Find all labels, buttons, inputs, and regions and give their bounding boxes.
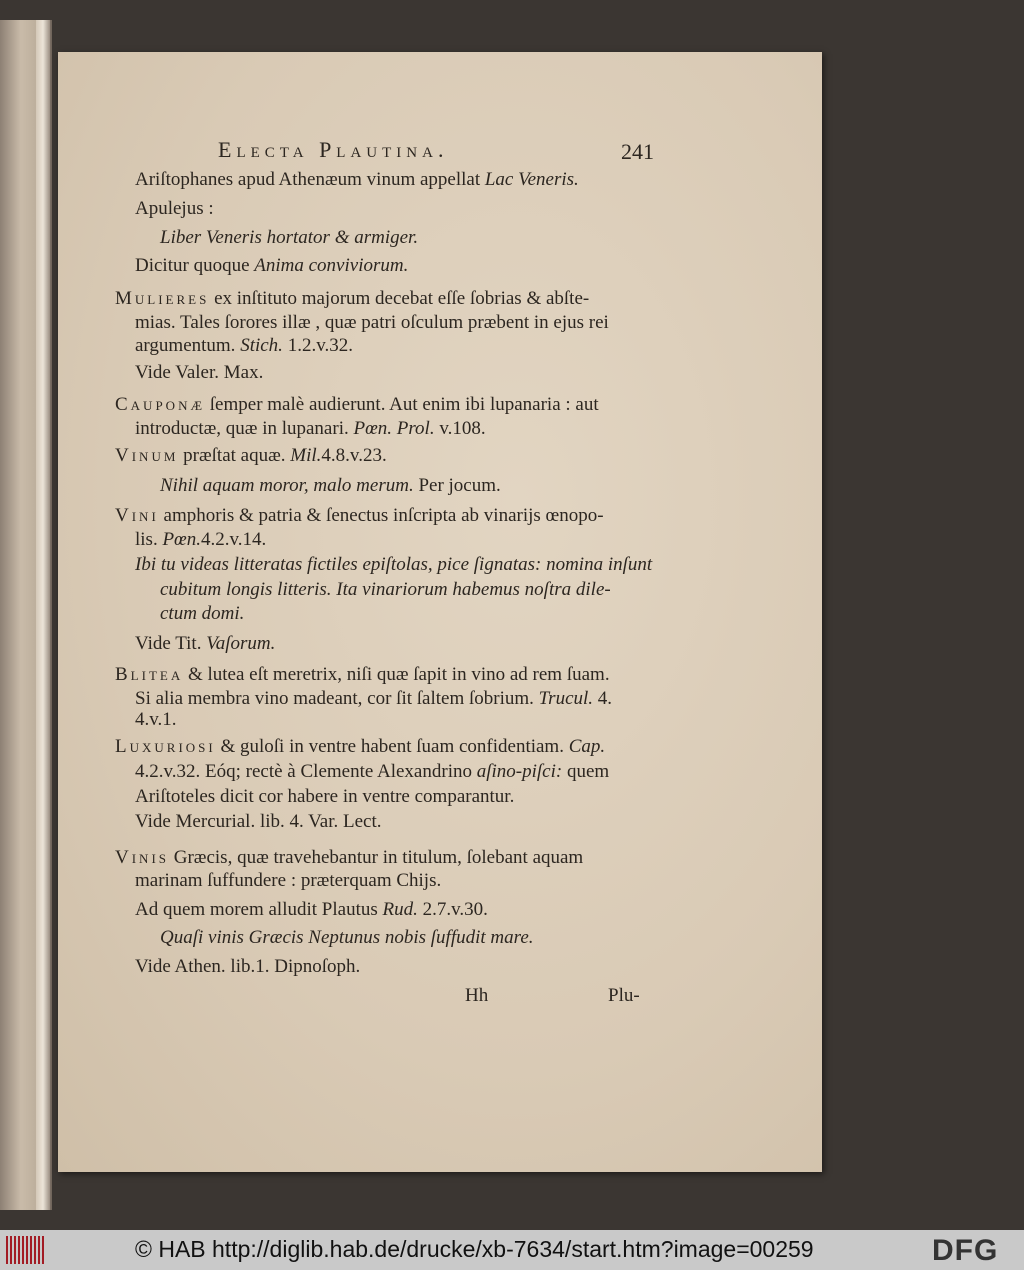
text-segment: Ad quem morem alludit Plautus bbox=[135, 899, 383, 920]
page-number: 241 bbox=[621, 139, 654, 164]
text-line bbox=[160, 602, 244, 626]
text-segment: introductæ, quæ in lupanari. bbox=[135, 418, 354, 439]
italic-text: Nihil aquam moror, malo merum. bbox=[160, 475, 414, 496]
italic-text: Pœn. bbox=[162, 529, 201, 550]
italic-text: Cap. bbox=[568, 736, 606, 757]
text-segment: præſtat aquæ. bbox=[178, 445, 291, 466]
text-segment: Græcis, quæ travehebantur in titulum, ſolebant aquam bbox=[169, 847, 584, 868]
text-segment: 1.2.v.32. bbox=[282, 335, 353, 356]
dfg-logo: DFG bbox=[932, 1234, 999, 1267]
italic-text: Liber Veneris hortator & armiger. bbox=[160, 227, 419, 248]
text-line bbox=[135, 687, 612, 711]
italic-text: aſino-piſci: bbox=[476, 761, 563, 782]
italic-text: Ibi tu videas litteratas fictiles epiſtolas, pice ſignatas: nomina inſunt bbox=[135, 554, 653, 575]
text-segment: v.108. bbox=[434, 418, 486, 439]
book-page bbox=[58, 52, 822, 1172]
text-line bbox=[160, 926, 534, 950]
italic-text: Stich. bbox=[240, 335, 283, 356]
italic-text: ctum domi. bbox=[160, 603, 245, 624]
hab-logo-icon bbox=[6, 1236, 46, 1264]
text-segment: Vide Athen. lib.1. Dipnoſoph. bbox=[135, 956, 361, 977]
text-line bbox=[135, 197, 214, 221]
italic-text: Trucul. bbox=[538, 688, 594, 709]
text-line bbox=[135, 254, 408, 278]
text-segment: mias. Tales ſorores illæ , quæ patri oſculum præbent in ejus rei bbox=[135, 312, 609, 333]
footer-bar bbox=[0, 1230, 1024, 1270]
text-segment: 4.8.v.23. bbox=[321, 445, 387, 466]
text-segment: 4.2.v.14. bbox=[200, 529, 267, 550]
text-segment: argumentum. bbox=[135, 335, 241, 356]
text-segment: amphoris & patria & ſenectus inſcripta ab vinarijs œnopo- bbox=[158, 505, 604, 526]
text-segment: Vide Tit. bbox=[135, 633, 207, 654]
binding bbox=[36, 20, 50, 1210]
text-line bbox=[135, 760, 609, 784]
italic-text: Lac Veneris. bbox=[484, 169, 579, 190]
italic-text: cubitum longis litteris. Ita vinariorum habemus noſtra dile- bbox=[160, 579, 611, 600]
entry-keyword: Vinum bbox=[115, 445, 179, 466]
text-line bbox=[115, 504, 604, 528]
text-segment: marinam ſuffundere : præterquam Chijs. bbox=[135, 870, 442, 891]
text-segment: 4.v.1. bbox=[135, 709, 177, 730]
text-segment: & guloſi in ventre habent ſuam confidentiam. bbox=[215, 736, 569, 757]
running-header: Electa Plautina. bbox=[218, 137, 449, 162]
text-line bbox=[115, 287, 589, 311]
text-segment: Vide Valer. Max. bbox=[135, 362, 264, 383]
text-line bbox=[135, 553, 652, 577]
text-segment: Dicitur quoque bbox=[135, 255, 255, 276]
text-segment: Vide Mercurial. lib. 4. Var. Lect. bbox=[135, 811, 382, 832]
text-line bbox=[160, 226, 418, 250]
text-line bbox=[135, 168, 579, 192]
text-line bbox=[135, 955, 360, 979]
italic-text: Vaſorum. bbox=[206, 633, 276, 654]
text-segment: Si alia membra vino madeant, cor ſit ſaltem ſobrium. bbox=[135, 688, 539, 709]
text-segment: Per jocum. bbox=[413, 475, 501, 496]
text-segment: Apulejus : bbox=[135, 198, 214, 219]
text-line bbox=[115, 393, 599, 417]
entry-keyword: Mulieres bbox=[115, 288, 210, 309]
text-line bbox=[135, 810, 382, 834]
text-line bbox=[135, 785, 514, 809]
text-segment: ex inſtituto majorum decebat eſſe ſobrias & abſte- bbox=[209, 288, 590, 309]
entry-keyword: Blitea bbox=[115, 664, 184, 685]
catchword: Plu- bbox=[608, 985, 640, 1006]
entry-keyword: Luxuriosi bbox=[115, 736, 216, 757]
text-line bbox=[135, 632, 275, 656]
text-line bbox=[135, 898, 488, 922]
text-segment: & lutea eſt meretrix, niſi quæ ſapit in vino ad rem ſuam. bbox=[183, 664, 610, 685]
text-line bbox=[160, 578, 611, 602]
italic-text: Mil. bbox=[290, 445, 322, 466]
text-segment: Ariſtophanes apud Athenæum vinum appellat bbox=[135, 169, 485, 190]
text-line bbox=[135, 417, 486, 441]
text-segment: Ariſtoteles dicit cor habere in ventre comparantur. bbox=[135, 786, 515, 807]
text-segment: lis. bbox=[135, 529, 163, 550]
text-segment: 2.7.v.30. bbox=[417, 899, 488, 920]
text-line bbox=[135, 528, 266, 552]
text-segment: 4.2.v.32. Eóq; rectè à Clemente Alexandrino bbox=[135, 761, 477, 782]
italic-text: Anima conviviorum. bbox=[254, 255, 409, 276]
text-line bbox=[135, 708, 177, 732]
text-line bbox=[135, 334, 353, 358]
italic-text: Quaſi vinis Græcis Neptunus nobis ſuffudit mare. bbox=[160, 927, 534, 948]
entry-keyword: Vini bbox=[115, 505, 159, 526]
text-segment: 4. bbox=[593, 688, 613, 709]
text-line bbox=[135, 361, 263, 385]
signature-mark: Hh bbox=[465, 985, 489, 1006]
text-segment: ſemper malè audierunt. Aut enim ibi lupanaria : aut bbox=[205, 394, 599, 415]
text-line bbox=[115, 663, 610, 687]
italic-text: Pœn. Prol. bbox=[353, 418, 435, 439]
previous-page-edge bbox=[0, 20, 52, 1210]
text-line bbox=[135, 869, 441, 893]
text-line bbox=[115, 735, 605, 759]
footer-copyright-link[interactable]: © HAB http://diglib.hab.de/drucke/xb-7634/start.htm?image=00259 bbox=[135, 1236, 814, 1262]
text-line bbox=[160, 474, 501, 498]
text-segment: quem bbox=[562, 761, 610, 782]
entry-keyword: Vinis bbox=[115, 847, 169, 868]
text-line bbox=[115, 444, 387, 468]
text-line bbox=[115, 846, 583, 870]
italic-text: Rud. bbox=[382, 899, 418, 920]
entry-keyword: Cauponæ bbox=[115, 394, 206, 415]
text-line bbox=[135, 311, 609, 335]
